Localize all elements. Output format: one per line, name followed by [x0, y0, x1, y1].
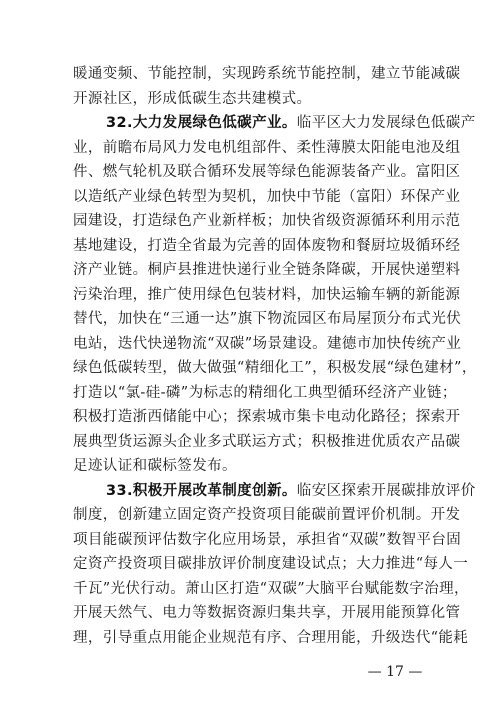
line-text: 足迹认证和碳标签发布。: [73, 458, 237, 474]
paragraph-line: [73, 136, 461, 161]
paragraph-line: [73, 405, 461, 430]
paragraph-line: [73, 307, 462, 332]
section-32-heading: 32.大力发展绿色低碳产业。: [106, 115, 297, 131]
page-number: — 17 —: [367, 664, 423, 680]
line-text: 理，引导重点用能企业规范有序、合理用能，升级迭代“能耗: [73, 629, 469, 646]
line-text: 制度，创新建立固定资产投资项目能碳前置评价机制。开发: [73, 507, 461, 523]
line-text: 临安区探索开展碳排放评价: [296, 482, 476, 499]
paragraph-line: [73, 209, 461, 234]
line-text: 绿色低碳转型，做大做强“精细化工”，积极发展“绿色建材”，: [73, 360, 477, 376]
paragraph-line: [73, 185, 461, 210]
line-text: 业，前瞻布局风力发电机组部件、柔性薄膜太阳能电池及组: [73, 139, 461, 156]
line-text: 暖通变频、节能控制，实现跨系统节能控制，建立节能减碳: [73, 66, 461, 82]
paragraph-line: [73, 528, 462, 553]
line-text: 污染治理，推广使用绿色包装材料，加快运输车辆的新能源: [73, 286, 461, 303]
paragraph-line: [73, 552, 469, 577]
paragraph-line: [73, 87, 430, 112]
paragraph-line: [73, 234, 461, 259]
line-text: 项目能碳预评估数字化应用场景，承担省“双碳”数智平台固: [73, 531, 462, 548]
paragraph-line: [73, 430, 461, 455]
line-text: 定资产投资项目碳排放评价制度建设试点；大力推进“每人一: [73, 556, 469, 572]
line-text: 替代，加快在“三通一达”旗下物流园区布局屋顶分布式光伏: [73, 311, 462, 327]
line-text: 开源社区，形成低碳生态共建模式。: [73, 90, 312, 107]
line-text: 展典型货运源头企业多式联运方式；积极推进优质农产品碳: [73, 433, 461, 450]
paragraph-line: [73, 381, 457, 406]
paragraph-line: [73, 503, 461, 528]
paragraph-line: [73, 62, 461, 87]
paragraph-line: [73, 454, 430, 479]
section-33-heading-line: [106, 479, 476, 504]
line-text: 济产业链。桐庐县推进快递行业全链条降碳，开展快递塑料: [73, 262, 461, 278]
paragraph-line: [73, 160, 461, 185]
line-text: 开展天然气、电力等数据资源归集共享，开展用能预算化管: [73, 605, 461, 621]
section-33-heading: 33.积极开展改革制度创新。: [106, 482, 297, 499]
line-text: 以造纸产业绿色转型为契机，加快中节能（富阳）环保产业: [73, 188, 461, 205]
line-text: 件、燃气轮机及联合循环发展等绿色能源装备产业。富阳区: [73, 164, 461, 180]
section-32-heading-line: [106, 111, 476, 136]
line-text: 打造以“氯-硅-磷”为标志的精细化工典型循环经济产业链；: [73, 384, 457, 401]
paragraph-line: [73, 577, 469, 602]
paragraph-line: [73, 283, 461, 308]
line-text: 电站，迭代快递物流“双碳”场景建设。建德市加快传统产业: [73, 335, 462, 352]
paragraph-line: [73, 332, 462, 357]
line-text: 千瓦”光伏行动。萧山区打造“双碳”大脑平台赋能数字治理，: [73, 580, 469, 597]
paragraph-line: [73, 258, 461, 283]
paragraph-line: [73, 626, 469, 651]
line-text: 园建设，打造绿色产业新样板；加快省级资源循环利用示范: [73, 213, 461, 229]
line-text: 基地建设，打造全省最为完善的固体废物和餐厨垃圾循环经: [73, 237, 461, 254]
paragraph-line: [73, 356, 477, 381]
paragraph-line: [73, 601, 461, 626]
line-text: 积极打造浙西储能中心；探索城市集卡电动化路径；探索开: [73, 409, 461, 425]
line-text: 临平区大力发展绿色低碳产: [296, 115, 476, 131]
